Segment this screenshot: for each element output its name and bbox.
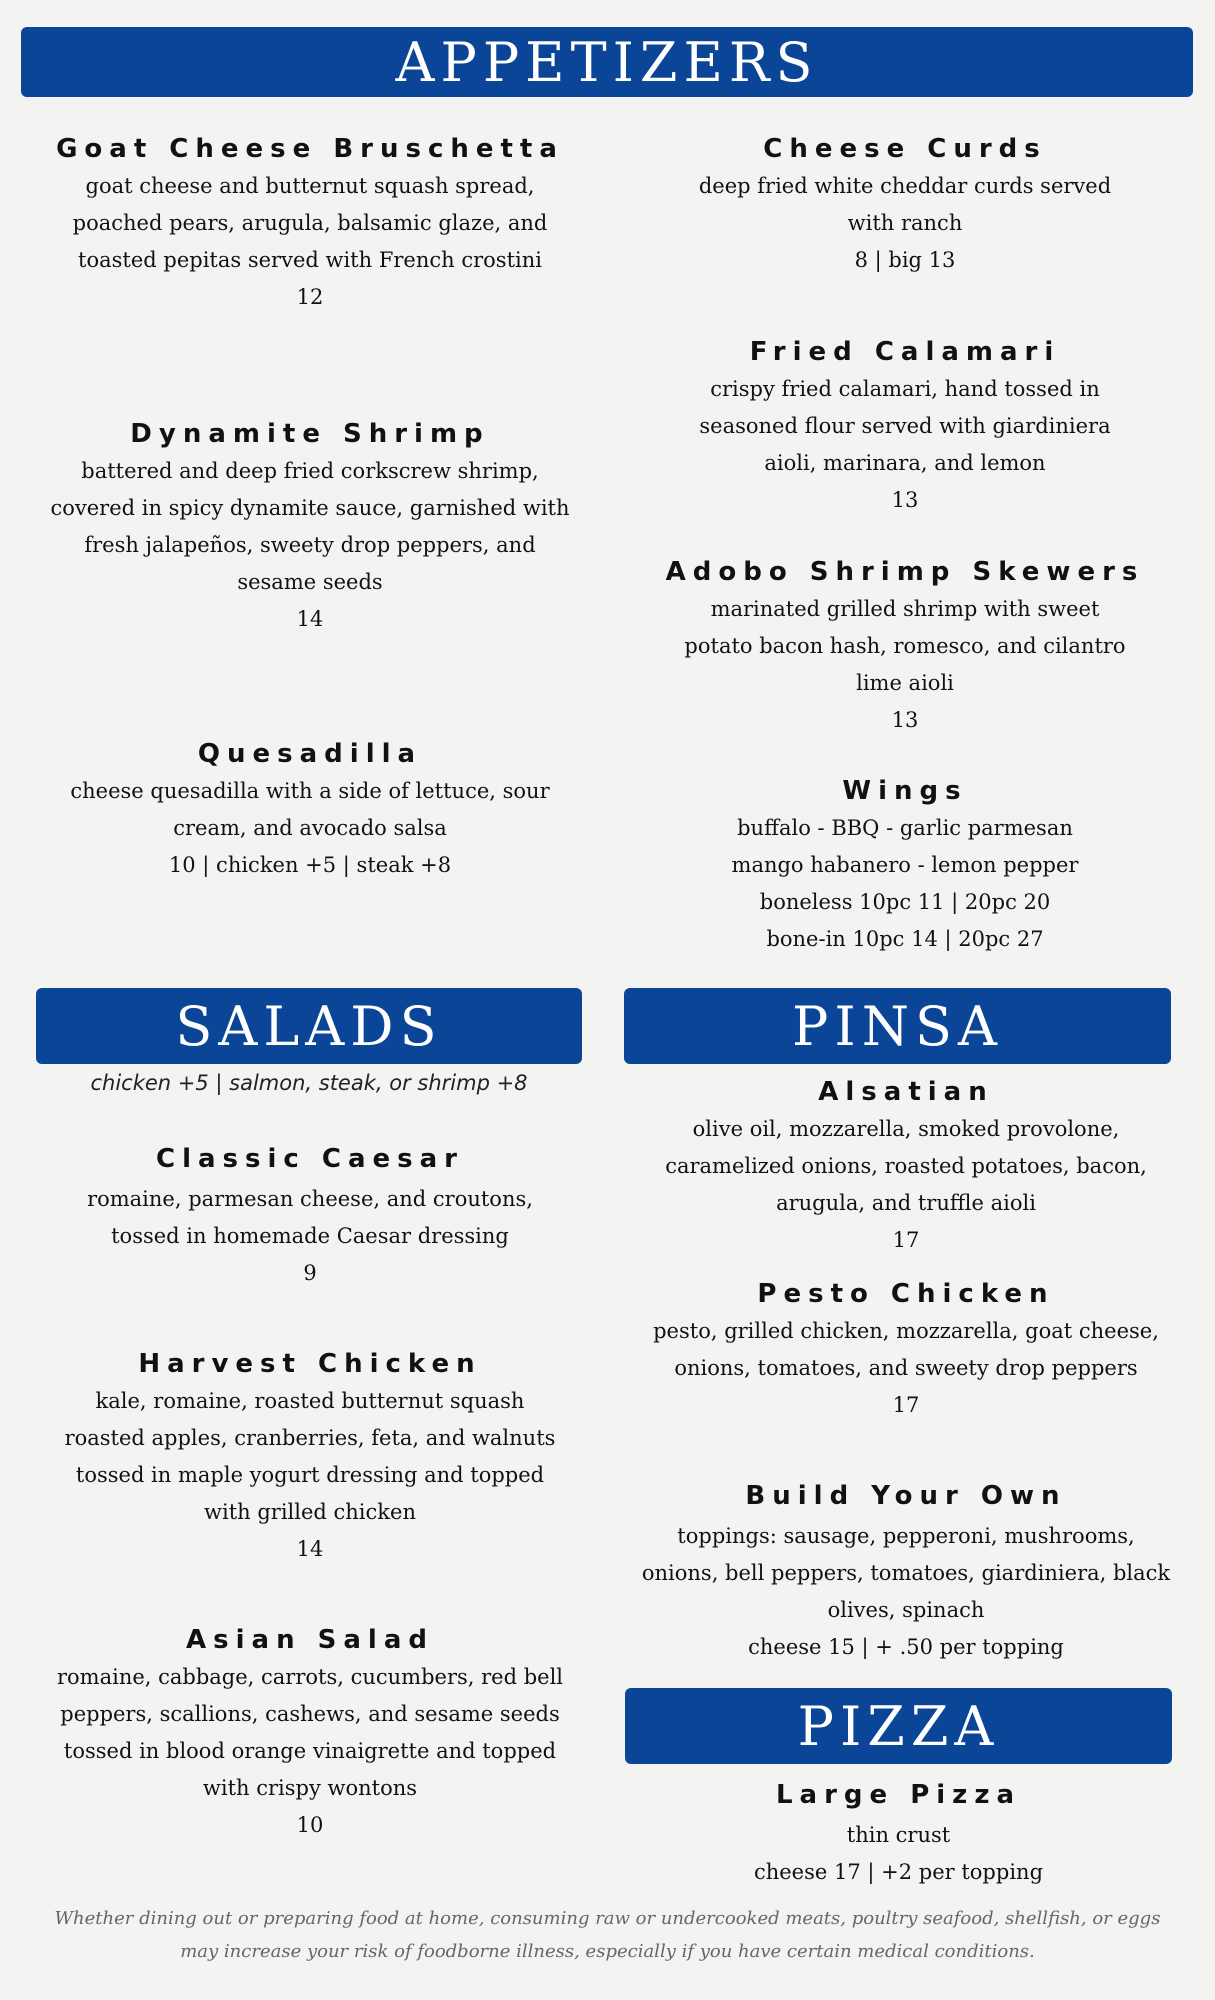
pinsa-banner [624, 988, 1171, 1064]
disclaimer-line-1: Whether dining out or preparing food at home, consuming raw or undercooked meats, poultry seafood, shellfish, or eggs [54, 1908, 1161, 1929]
menu-item-pesto-chicken [638, 1275, 1174, 1424]
pizza-heading: PIZZA [797, 1694, 1000, 1758]
pizza-banner [625, 1688, 1172, 1764]
disclaimer-line-2: may increase your risk of foodborne illness, especially if you have certain medical conditions. [180, 1941, 1035, 1962]
item-description: battered and deep fried corkscrew shrimp, covered in spicy dynamite sauce, garnished with fresh jalapeños, sweety drop peppers, and sesame seeds [50, 459, 570, 594]
wings-flavors-line-2: mango habanero - lemon pepper [731, 853, 1079, 877]
menu-item-large-pizza [625, 1776, 1172, 1891]
salads-addon-note: chicken +5 | salmon, steak, or shrimp +8 [90, 1071, 528, 1095]
item-name: Quesadilla [197, 739, 423, 769]
item-description: kale, romaine, roasted butternut squash roasted apples, cranberries, feta, and walnuts tossed in maple yogurt dressing and topped with grilled chicken [64, 1389, 556, 1524]
item-description: marinated grilled shrimp with sweet potato bacon hash, romesco, and cilantro lime aioli [684, 597, 1126, 695]
menu-item-alsatian [638, 1073, 1174, 1259]
wings-bone-in-price: bone-in 10pc 14 | 20pc 27 [766, 927, 1044, 951]
item-name: Build Your Own [745, 1481, 1067, 1511]
item-name: Alsatian [818, 1077, 994, 1107]
item-description: crispy fried calamari, hand tossed in seasoned flour served with giardiniera aioli, marinara, and lemon [699, 377, 1111, 475]
menu-item-wings [640, 772, 1170, 958]
item-name: Adobo Shrimp Skewers [665, 557, 1145, 587]
menu-item-asian-salad [40, 1621, 580, 1844]
appetizers-banner [21, 27, 1193, 97]
item-price: 14 [296, 1537, 324, 1561]
menu-item-quesadilla [40, 735, 580, 884]
menu-item-fried-calamari [640, 333, 1170, 519]
item-price: 13 [891, 488, 919, 512]
item-description: goat cheese and butternut squash spread, poached pears, arugula, balsamic glaze, and toasted pepitas served with French crostini [72, 174, 548, 272]
appetizers-left-column [40, 130, 580, 890]
item-description: cheese quesadilla with a side of lettuce, sour cream, and avocado salsa [70, 779, 550, 840]
pinsa-heading: PINSA [792, 994, 1003, 1058]
item-price: cheese 17 | +2 per topping [753, 1860, 1044, 1884]
item-price: cheese 15 | + .50 per topping [748, 1635, 1064, 1659]
menu-item-build-your-own [638, 1477, 1174, 1666]
appetizers-heading: APPETIZERS [395, 30, 819, 94]
item-name: Dynamite Shrimp [130, 419, 490, 449]
item-price: 9 [303, 1261, 317, 1285]
menu-item-cheese-curds [640, 130, 1170, 279]
item-price: 10 [296, 1813, 324, 1837]
salads-column [40, 1140, 580, 1840]
item-price: 10 | chicken +5 | steak +8 [168, 853, 452, 877]
wings-boneless-price: boneless 10pc 11 | 20pc 20 [759, 890, 1051, 914]
item-price: 8 | big 13 [854, 248, 956, 272]
item-price: 17 [892, 1228, 920, 1252]
item-description: thin crust [846, 1823, 951, 1847]
item-description: romaine, cabbage, carrots, cucumbers, red bell peppers, scallions, cashews, and sesame seeds tossed in blood orange vinaigrette and topped with crispy wontons [56, 1665, 564, 1800]
salads-heading: SALADS [175, 994, 443, 1058]
pinsa-column [638, 1073, 1174, 1673]
item-description: romaine, parmesan cheese, and croutons, tossed in homemade Caesar dressing [87, 1187, 533, 1248]
food-safety-disclaimer [0, 1902, 1215, 1968]
pizza-column [625, 1776, 1172, 1896]
item-name: Wings [842, 776, 968, 806]
item-name: Asian Salad [186, 1625, 434, 1655]
item-name: Cheese Curds [763, 134, 1047, 164]
item-price: 17 [892, 1393, 920, 1417]
menu-item-dynamite-shrimp [40, 415, 580, 638]
menu-item-harvest-chicken [40, 1345, 580, 1568]
item-name: Pesto Chicken [757, 1279, 1055, 1309]
wings-flavors-line-1: buffalo - BBQ - garlic parmesan [737, 816, 1073, 840]
menu-item-classic-caesar [40, 1140, 580, 1292]
appetizers-right-column [640, 130, 1170, 960]
item-name: Fried Calamari [749, 337, 1061, 367]
menu-item-adobo-shrimp-skewers [640, 553, 1170, 739]
item-description: olive oil, mozzarella, smoked provolone, caramelized onions, roasted potatoes, bacon, arugula, and truffle aioli [665, 1117, 1147, 1215]
item-description: toppings: sausage, pepperoni, mushrooms, onions, bell peppers, tomatoes, giardiniera, black olives, spinach [641, 1524, 1171, 1622]
item-name: Goat Cheese Bruschetta [56, 134, 564, 164]
item-description: deep fried white cheddar curds served with ranch [698, 174, 1112, 235]
item-name: Harvest Chicken [138, 1349, 482, 1379]
menu-item-goat-cheese-bruschetta [40, 130, 580, 316]
item-price: 14 [296, 607, 324, 631]
item-name: Large Pizza [775, 1780, 1021, 1810]
item-description: pesto, grilled chicken, mozzarella, goat cheese, onions, tomatoes, and sweety drop peppers [653, 1319, 1159, 1380]
item-price: 13 [891, 708, 919, 732]
item-name: Classic Caesar [156, 1144, 464, 1174]
item-price: 12 [296, 285, 324, 309]
salads-banner [36, 988, 582, 1064]
